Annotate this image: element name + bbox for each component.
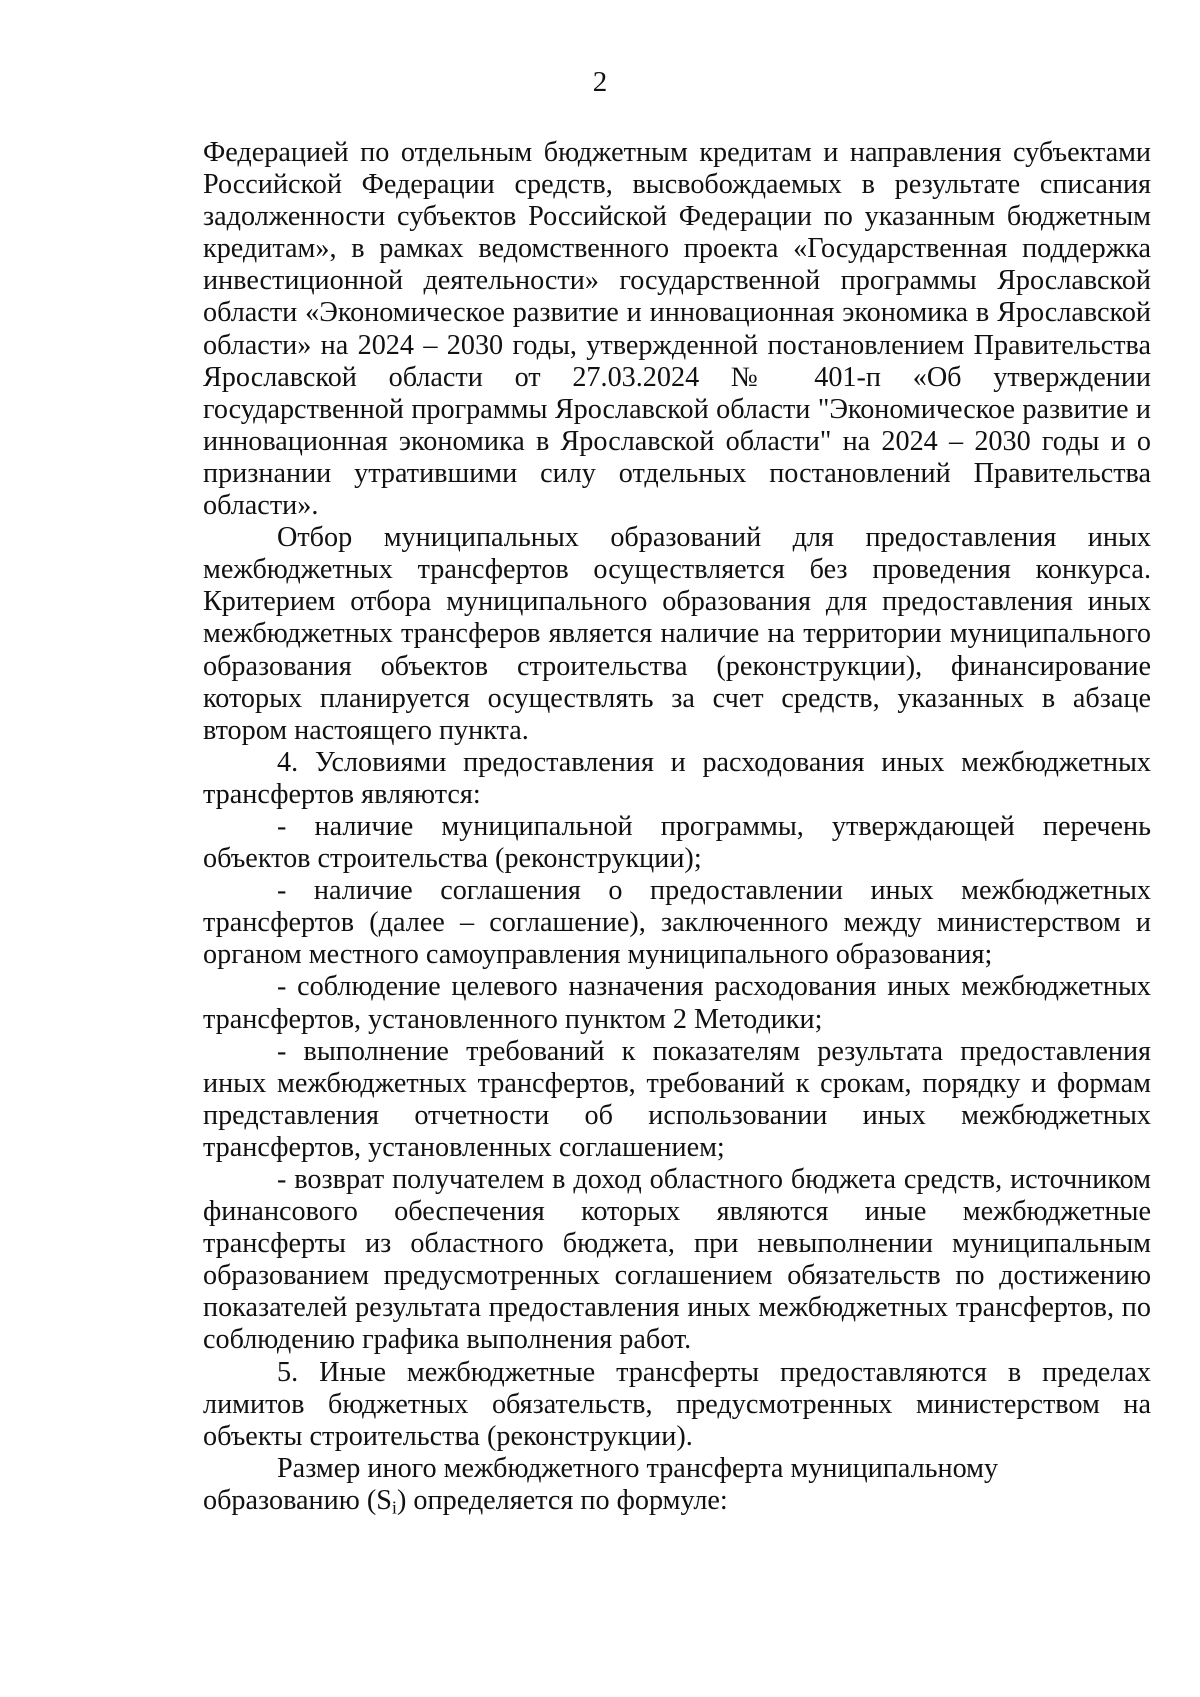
list-item-target-use: - соблюдение целевого назначения расходования иных межбюджетных трансфертов, установленного пунктом 2 Методики;: [203, 971, 1151, 1035]
paragraph-formula-intro: [203, 1485, 1151, 1517]
paragraph-continuation: Федерацией по отдельным бюджетным кредитам и направления субъектами Российской Федерации средств, высвобождаемых в результате списания задолженности субъектов Российской Федерации по указанным бюджетным кредитам», в рамках ведомственного проекта «Государственная поддержка инвестиционной деятельности» государственной программы Ярославской области «Экономическое развитие и инновационная экономика в Ярославской области» на 2024 – 2030 годы, утвержденной постановлением Правительства Ярославской области от 27.03.2024 № 401-п «Об утверждении государственной программы Ярославской области "Экономическое развитие и инновационная экономика в Ярославской области" на 2024 – 2030 годы и о признании утратившими силу отдельных постановлений Правительства области».: [203, 137, 1151, 522]
list-item-agreement: - наличие соглашения о предоставлении иных межбюджетных трансфертов (далее – соглашение), заключенного между министерством и органом местного самоуправления муниципального образования;: [203, 875, 1151, 971]
list-item-reporting-requirements: - выполнение требований к показателям результата предоставления иных межбюджетных трансфертов, требований к срокам, порядку и формам представления отчетности об использовании иных межбюджетных трансфертов, установленных соглашением;: [203, 1035, 1151, 1163]
page-number: 2: [592, 66, 608, 98]
list-item-municipal-program: - наличие муниципальной программы, утверждающей перечень объектов строительства (реконструкции);: [203, 810, 1151, 875]
paragraph-item-4: 4. Условиями предоставления и расходования иных межбюджетных трансфертов являются:: [203, 746, 1151, 810]
formula-intro-text: образованию (S: [203, 1484, 392, 1516]
formula-intro-end: ) определяется по формуле:: [396, 1484, 728, 1516]
formula-subscript: i: [391, 1497, 397, 1518]
paragraph-transfer-size: Размер иного межбюджетного трансферта муниципальному: [277, 1452, 999, 1484]
list-item-refund: - возврат получателем в доход областного бюджета средств, источником финансового обеспечения которых являются иные межбюджетные трансферты из областного бюджета, при невыполнении муниципальным образованием предусмотренных соглашением обязательств по достижению показателей результата предоставления иных межбюджетных трансфертов, по соблюдению графика выполнения работ.: [203, 1164, 1151, 1356]
paragraph-item-5: 5. Иные межбюджетные трансферты предоставляются в пределах лимитов бюджетных обязательств, предусмотренных министерством на объекты строительства (реконструкции).: [203, 1356, 1151, 1452]
paragraph-selection-criteria: Отбор муниципальных образований для предоставления иных межбюджетных трансфертов осуществляется без проведения конкурса. Критерием отбора муниципального образования для предоставления иных межбюджетных трансферов является наличие на территории муниципального образования объектов строительства (реконструкции), финансирование которых планируется осуществлять за счет средств, указанных в абзаце втором настоящего пункта.: [203, 522, 1151, 746]
document-body: [203, 137, 1151, 1517]
